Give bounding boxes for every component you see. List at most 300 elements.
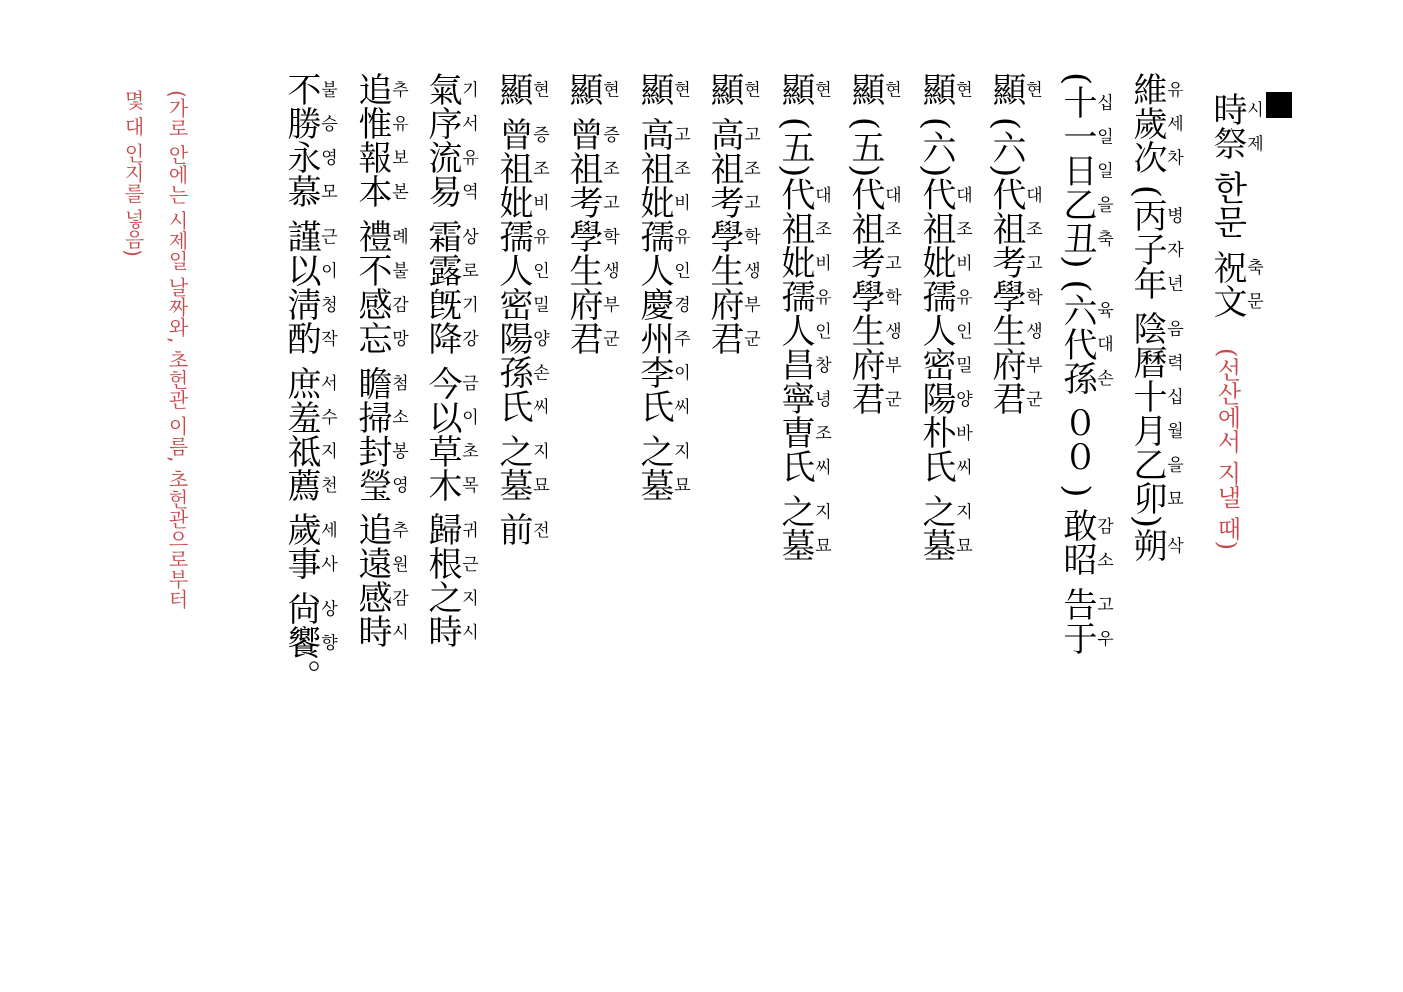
hanja-char	[563, 218, 619, 253]
hanja-glyph: 不	[281, 72, 321, 106]
hangul-reading: 경	[670, 286, 690, 321]
hanja-glyph: 孺	[916, 279, 956, 314]
title-subtitle: (선산에서 지낼 때)	[1213, 348, 1241, 551]
text-fragment	[422, 355, 462, 366]
hanja-char	[916, 381, 972, 416]
hangul-reading: 인	[529, 252, 549, 287]
hanja-glyph: 妣	[634, 184, 674, 219]
hangul-reading: 로	[458, 252, 478, 287]
prayer-column-c9	[561, 72, 618, 355]
hangul-reading: 년	[1163, 266, 1183, 301]
hanja-glyph: 學	[986, 279, 1026, 314]
hanja-char	[704, 218, 760, 253]
text-fragment: (	[1057, 72, 1097, 86]
hanja-glyph: 孺	[775, 279, 815, 314]
hanja-char	[493, 320, 549, 355]
hangul-reading: 씨	[952, 449, 972, 484]
hanja-char	[916, 347, 972, 382]
hanja-char	[352, 140, 408, 174]
text-fragment	[1057, 576, 1097, 587]
hangul-reading: 부	[740, 286, 760, 321]
hangul-reading: 묘	[1163, 480, 1183, 515]
hangul-reading: 시	[1243, 92, 1263, 126]
hangul-reading: 작	[317, 320, 337, 355]
hanja-char	[352, 320, 408, 355]
hangul-reading: 지	[458, 580, 478, 615]
hangul-reading: 불	[388, 252, 408, 287]
prayer-column-c13	[279, 72, 336, 693]
hanja-glyph: 人	[775, 313, 815, 348]
hanja-glyph: 序	[422, 106, 462, 140]
hanja-char	[493, 512, 549, 547]
hanja-char	[422, 580, 478, 615]
hanja-char	[422, 512, 478, 547]
hangul-reading: 월	[1163, 412, 1183, 447]
text-fragment	[916, 483, 956, 494]
hangul-reading: 원	[388, 546, 408, 581]
hangul-reading: 망	[388, 320, 408, 355]
hangul-reading: 서	[458, 106, 478, 140]
prayer-column-c11	[420, 72, 477, 648]
hanja-char	[1207, 283, 1263, 318]
hangul-reading: 본	[388, 174, 408, 208]
text-fragment	[281, 502, 321, 513]
hanja-glyph: 報	[352, 140, 392, 174]
hangul-reading: 고	[599, 184, 619, 219]
hanja-glyph: 月	[1127, 412, 1167, 447]
hangul-reading: 군	[881, 381, 901, 416]
hanja-char	[352, 614, 408, 649]
hanja-glyph: 代	[916, 177, 956, 212]
hanja-char	[493, 354, 549, 389]
hangul-reading: 상	[458, 218, 478, 253]
hanja-glyph: 府	[563, 286, 603, 321]
hanja-char	[775, 313, 831, 348]
hangul-reading: 수	[317, 399, 337, 434]
hangul-reading: 고	[881, 245, 901, 280]
hanja-char	[845, 211, 901, 246]
hanja-glyph: 妣	[493, 184, 533, 219]
hanja-char	[916, 177, 972, 212]
hangul-reading: 축	[1093, 221, 1113, 256]
hanja-glyph: 學	[845, 279, 885, 314]
hanja-char	[493, 286, 549, 321]
hanja-glyph: 乙	[1057, 187, 1097, 222]
hanja-char	[493, 218, 549, 253]
prayer-column-c1	[1125, 72, 1182, 562]
hangul-reading: 청	[317, 286, 337, 321]
hanja-char	[281, 467, 337, 502]
text-fragment	[493, 423, 533, 434]
hanja-glyph: 之	[422, 580, 462, 615]
hanja-char	[845, 245, 901, 280]
hangul-reading: 양	[952, 381, 972, 416]
hanja-glyph: 歲	[1127, 106, 1167, 140]
hanja-char	[704, 252, 760, 287]
hangul-reading: 봉	[388, 433, 408, 468]
hanja-glyph: 時	[352, 614, 392, 649]
hanja-glyph: 祖	[634, 150, 674, 185]
hanja-char	[1057, 542, 1113, 577]
hangul-reading: 바	[952, 415, 972, 450]
hanja-glyph: 妣	[916, 245, 956, 280]
hanja-glyph: 氣	[422, 72, 462, 106]
hanja-glyph: 十	[1127, 378, 1167, 413]
hanja-char	[352, 365, 408, 400]
hanja-char	[1127, 446, 1183, 481]
hanja-char	[775, 494, 831, 529]
hanja-glyph: 日	[1057, 153, 1097, 188]
hanja-glyph: 文	[1207, 283, 1247, 318]
text-fragment: (	[1127, 174, 1167, 199]
hangul-reading: 묘	[952, 528, 972, 563]
hanja-glyph: 維	[1127, 72, 1167, 106]
text-fragment: ) (	[1057, 255, 1097, 293]
hanja-glyph: 酌	[281, 320, 321, 355]
hangul-reading: 자	[1163, 232, 1183, 267]
hangul-reading: 학	[1022, 279, 1042, 314]
hanja-glyph: 勝	[281, 106, 321, 140]
text-fragment: 한문	[1207, 160, 1247, 250]
hanja-char	[352, 546, 408, 581]
hanja-glyph: 饗	[281, 625, 321, 660]
hanja-glyph: 之	[916, 494, 956, 529]
hangul-reading: 고	[1093, 587, 1113, 622]
hanja-glyph: 顯	[634, 72, 674, 106]
hangul-reading: 세	[317, 512, 337, 547]
hanja-glyph: 丙	[1127, 198, 1167, 233]
hanja-char	[634, 467, 690, 502]
hangul-reading: 현	[952, 72, 972, 106]
hanja-glyph: 學	[563, 218, 603, 253]
hanja-char	[634, 218, 690, 253]
hanja-glyph: 妣	[775, 245, 815, 280]
hangul-reading: 창	[811, 347, 831, 382]
hanja-char	[422, 467, 478, 502]
hanja-glyph: 代	[986, 177, 1026, 212]
hanja-glyph: 府	[845, 347, 885, 382]
hangul-reading: 군	[599, 320, 619, 355]
text-fragment	[281, 355, 321, 366]
hanja-glyph: 時	[1207, 92, 1247, 126]
hanja-glyph: 孺	[493, 218, 533, 253]
hanja-glyph: 前	[493, 512, 533, 547]
hanja-glyph: 高	[634, 116, 674, 151]
hanja-glyph: 十	[1057, 85, 1097, 120]
hanja-char	[422, 614, 478, 649]
hanja-char	[634, 433, 690, 468]
hanja-glyph: 陽	[916, 381, 956, 416]
hangul-reading: 씨	[670, 388, 690, 423]
hangul-reading: 조	[529, 150, 549, 185]
hanja-glyph: 祭	[1207, 126, 1247, 160]
text-fragment	[634, 423, 674, 434]
text-fragment	[422, 208, 462, 219]
hanja-glyph: 李	[634, 354, 674, 389]
hangul-reading: 일	[1093, 153, 1113, 188]
hangul-reading: 인	[811, 313, 831, 348]
hangul-reading: 이	[458, 399, 478, 434]
text-fragment	[281, 580, 321, 591]
hangul-reading: 영	[317, 140, 337, 174]
hangul-reading: 학	[599, 218, 619, 253]
hanja-char	[986, 313, 1042, 348]
hanja-glyph: 不	[352, 252, 392, 287]
hanja-char	[352, 218, 408, 253]
hanja-glyph: 庶	[281, 365, 321, 400]
text-fragment: )	[1127, 514, 1167, 529]
hanja-char	[563, 252, 619, 287]
hanja-char	[916, 211, 972, 246]
hangul-reading: 대	[952, 177, 972, 212]
hangul-reading: 지	[670, 433, 690, 468]
hanja-char	[563, 72, 619, 106]
title-text	[1207, 92, 1263, 318]
hangul-reading: 금	[458, 365, 478, 400]
hangul-reading: 비	[811, 245, 831, 280]
hangul-reading: 세	[1163, 106, 1183, 140]
hanja-char	[986, 177, 1042, 212]
hangul-reading: 군	[1022, 381, 1042, 416]
hanja-glyph: 府	[704, 286, 744, 321]
hanja-char	[1127, 140, 1183, 174]
text-fragment	[352, 355, 392, 366]
text-fragment	[493, 106, 533, 117]
hanja-glyph: 人	[493, 252, 533, 287]
hanja-char	[422, 320, 478, 355]
hanja-glyph: 代	[1057, 326, 1097, 361]
hanja-char	[493, 116, 549, 151]
hanja-glyph: 墓	[493, 467, 533, 502]
hanja-char	[1127, 412, 1183, 447]
hanja-glyph: 之	[775, 494, 815, 529]
prayer-column-c8	[632, 72, 689, 502]
hanja-char	[1057, 292, 1113, 327]
hanja-glyph: 朴	[916, 415, 956, 450]
hangul-reading: 조	[740, 150, 760, 185]
hanja-glyph: 顯	[493, 72, 533, 106]
hanja-glyph: 曾	[493, 116, 533, 151]
hanja-glyph: 惟	[352, 106, 392, 140]
hanja-glyph: 陰	[1127, 310, 1167, 345]
hanja-glyph: 君	[704, 320, 744, 355]
text-fragment: (六)	[986, 106, 1026, 178]
hanja-char	[1057, 221, 1113, 256]
hanja-char	[704, 286, 760, 321]
hanja-char	[563, 184, 619, 219]
hanja-char	[422, 365, 478, 400]
hangul-reading: 녕	[811, 381, 831, 416]
hangul-reading: 현	[529, 72, 549, 106]
hanja-char	[634, 286, 690, 321]
hanja-char	[281, 320, 337, 355]
hanja-glyph: 忘	[352, 320, 392, 355]
hanja-glyph: 考	[845, 245, 885, 280]
hanja-char	[281, 140, 337, 174]
hangul-reading: 유	[811, 279, 831, 314]
hangul-reading: 모	[317, 174, 337, 208]
hanja-glyph: 追	[352, 72, 392, 106]
hanja-char	[281, 625, 337, 660]
hangul-reading: 제	[1243, 126, 1263, 160]
hangul-reading: 부	[881, 347, 901, 382]
hanja-char	[281, 174, 337, 208]
hangul-reading: 유	[952, 279, 972, 314]
hanja-char	[916, 245, 972, 280]
hanja-char	[1127, 480, 1183, 515]
text-fragment	[563, 106, 603, 117]
hangul-reading: 군	[740, 320, 760, 355]
hanja-char	[563, 116, 619, 151]
hanja-char	[493, 388, 549, 423]
hanja-glyph: 流	[422, 140, 462, 174]
hangul-reading: 비	[952, 245, 972, 280]
hanja-glyph: 之	[493, 433, 533, 468]
hangul-reading: 손	[529, 354, 549, 389]
hanja-glyph: 降	[422, 320, 462, 355]
hanja-char	[986, 211, 1042, 246]
hangul-reading: 역	[458, 174, 478, 208]
text-fragment	[634, 106, 674, 117]
text-fragment	[281, 208, 321, 219]
hanja-glyph: 祖	[563, 150, 603, 185]
hangul-reading: 이	[670, 354, 690, 389]
hanja-char	[493, 252, 549, 287]
hanja-glyph: 生	[704, 252, 744, 287]
text-fragment: (五)	[845, 106, 885, 178]
hangul-reading: 학	[740, 218, 760, 253]
hangul-reading: 유	[670, 218, 690, 253]
note-line-1: (가로 안에는 시제일 날짜와, 초헌관 이름, 초헌관으로부터	[165, 90, 189, 609]
hanja-glyph: 陽	[493, 320, 533, 355]
hanja-char	[775, 381, 831, 416]
hanja-glyph: 考	[563, 184, 603, 219]
hangul-reading: 비	[670, 184, 690, 219]
hanja-glyph: 寧	[775, 381, 815, 416]
hanja-glyph: 禮	[352, 218, 392, 253]
hanja-glyph: 于	[1057, 621, 1097, 656]
hanja-char	[775, 177, 831, 212]
hanja-glyph: 事	[281, 546, 321, 581]
hanja-glyph: 封	[352, 433, 392, 468]
hanja-char	[493, 433, 549, 468]
hanja-char	[1207, 92, 1263, 126]
hanja-glyph: 以	[422, 399, 462, 434]
hanja-char	[422, 546, 478, 581]
hanja-glyph: 乙	[1127, 446, 1167, 481]
hangul-reading: 주	[670, 320, 690, 355]
hangul-reading: 현	[1022, 72, 1042, 106]
hanja-char	[916, 415, 972, 450]
hanja-glyph: 永	[281, 140, 321, 174]
hangul-reading: 력	[1163, 344, 1183, 379]
hanja-glyph: 曆	[1127, 344, 1167, 379]
prayer-column-c6	[773, 72, 830, 562]
hanja-char	[634, 252, 690, 287]
hangul-reading: 우	[1093, 621, 1113, 656]
hanja-glyph: 學	[704, 218, 744, 253]
hanja-char	[916, 449, 972, 484]
hanja-char	[281, 546, 337, 581]
hanja-glyph: 尙	[281, 591, 321, 626]
hanja-char	[281, 106, 337, 140]
hanja-glyph: 今	[422, 365, 462, 400]
hanja-char	[986, 245, 1042, 280]
prayer-column-c12	[350, 72, 407, 648]
hanja-glyph: 生	[986, 313, 1026, 348]
hanja-char	[352, 433, 408, 468]
hanja-glyph: 氏	[493, 388, 533, 423]
hangul-reading: 영	[388, 467, 408, 502]
prayer-column-c7	[702, 72, 759, 355]
hanja-char	[634, 320, 690, 355]
hanja-char	[1057, 587, 1113, 622]
hangul-reading: 사	[317, 546, 337, 581]
hangul-reading: 기	[458, 286, 478, 321]
hanja-char	[704, 72, 760, 106]
hanja-char	[845, 381, 901, 416]
hanja-glyph: 高	[704, 116, 744, 151]
hangul-reading: 인	[670, 252, 690, 287]
hanja-char	[422, 286, 478, 321]
hangul-reading: 생	[881, 313, 901, 348]
hangul-reading: 고	[1022, 245, 1042, 280]
hanja-char	[281, 591, 337, 626]
hanja-glyph: 羞	[281, 399, 321, 434]
hangul-reading: 생	[1022, 313, 1042, 348]
hanja-char	[422, 399, 478, 434]
hangul-reading: 축	[1243, 249, 1263, 284]
hanja-glyph: 告	[1057, 587, 1097, 622]
hanja-glyph: 顯	[563, 72, 603, 106]
hangul-reading: 감	[1093, 508, 1113, 543]
hangul-reading: 시	[388, 614, 408, 649]
hanja-char	[1127, 378, 1183, 413]
hangul-reading: 씨	[811, 449, 831, 484]
hanja-glyph: 草	[422, 433, 462, 468]
text-fragment	[352, 208, 392, 219]
hanja-char	[1127, 232, 1183, 267]
hanja-glyph: 顯	[775, 72, 815, 106]
hanja-glyph: 次	[1127, 140, 1167, 174]
hangul-reading: 조	[1022, 211, 1042, 246]
hanja-glyph: 淸	[281, 286, 321, 321]
hanja-glyph: 顯	[704, 72, 744, 106]
hanja-glyph: 祖	[986, 211, 1026, 246]
hangul-reading: 추	[388, 512, 408, 547]
hanja-char	[916, 313, 972, 348]
hanja-char	[1127, 106, 1183, 140]
hangul-reading: 인	[952, 313, 972, 348]
hanja-char	[1127, 198, 1183, 233]
hangul-reading: 강	[458, 320, 478, 355]
hanja-glyph: 薦	[281, 467, 321, 502]
hanja-char	[422, 174, 478, 208]
hanja-glyph: 祖	[845, 211, 885, 246]
prayer-column-c5	[843, 72, 900, 415]
hangul-reading: 병	[1163, 198, 1183, 233]
hangul-reading: 육	[1093, 292, 1113, 327]
hanja-char	[1207, 249, 1263, 284]
hanja-glyph: 祖	[916, 211, 956, 246]
text-fragment: 。	[281, 659, 321, 694]
hangul-reading: 생	[740, 252, 760, 287]
hanja-glyph: 之	[634, 433, 674, 468]
hanja-char	[845, 279, 901, 314]
hanja-glyph: 昭	[1057, 542, 1097, 577]
hangul-reading: 고	[670, 116, 690, 151]
hangul-reading: 조	[952, 211, 972, 246]
